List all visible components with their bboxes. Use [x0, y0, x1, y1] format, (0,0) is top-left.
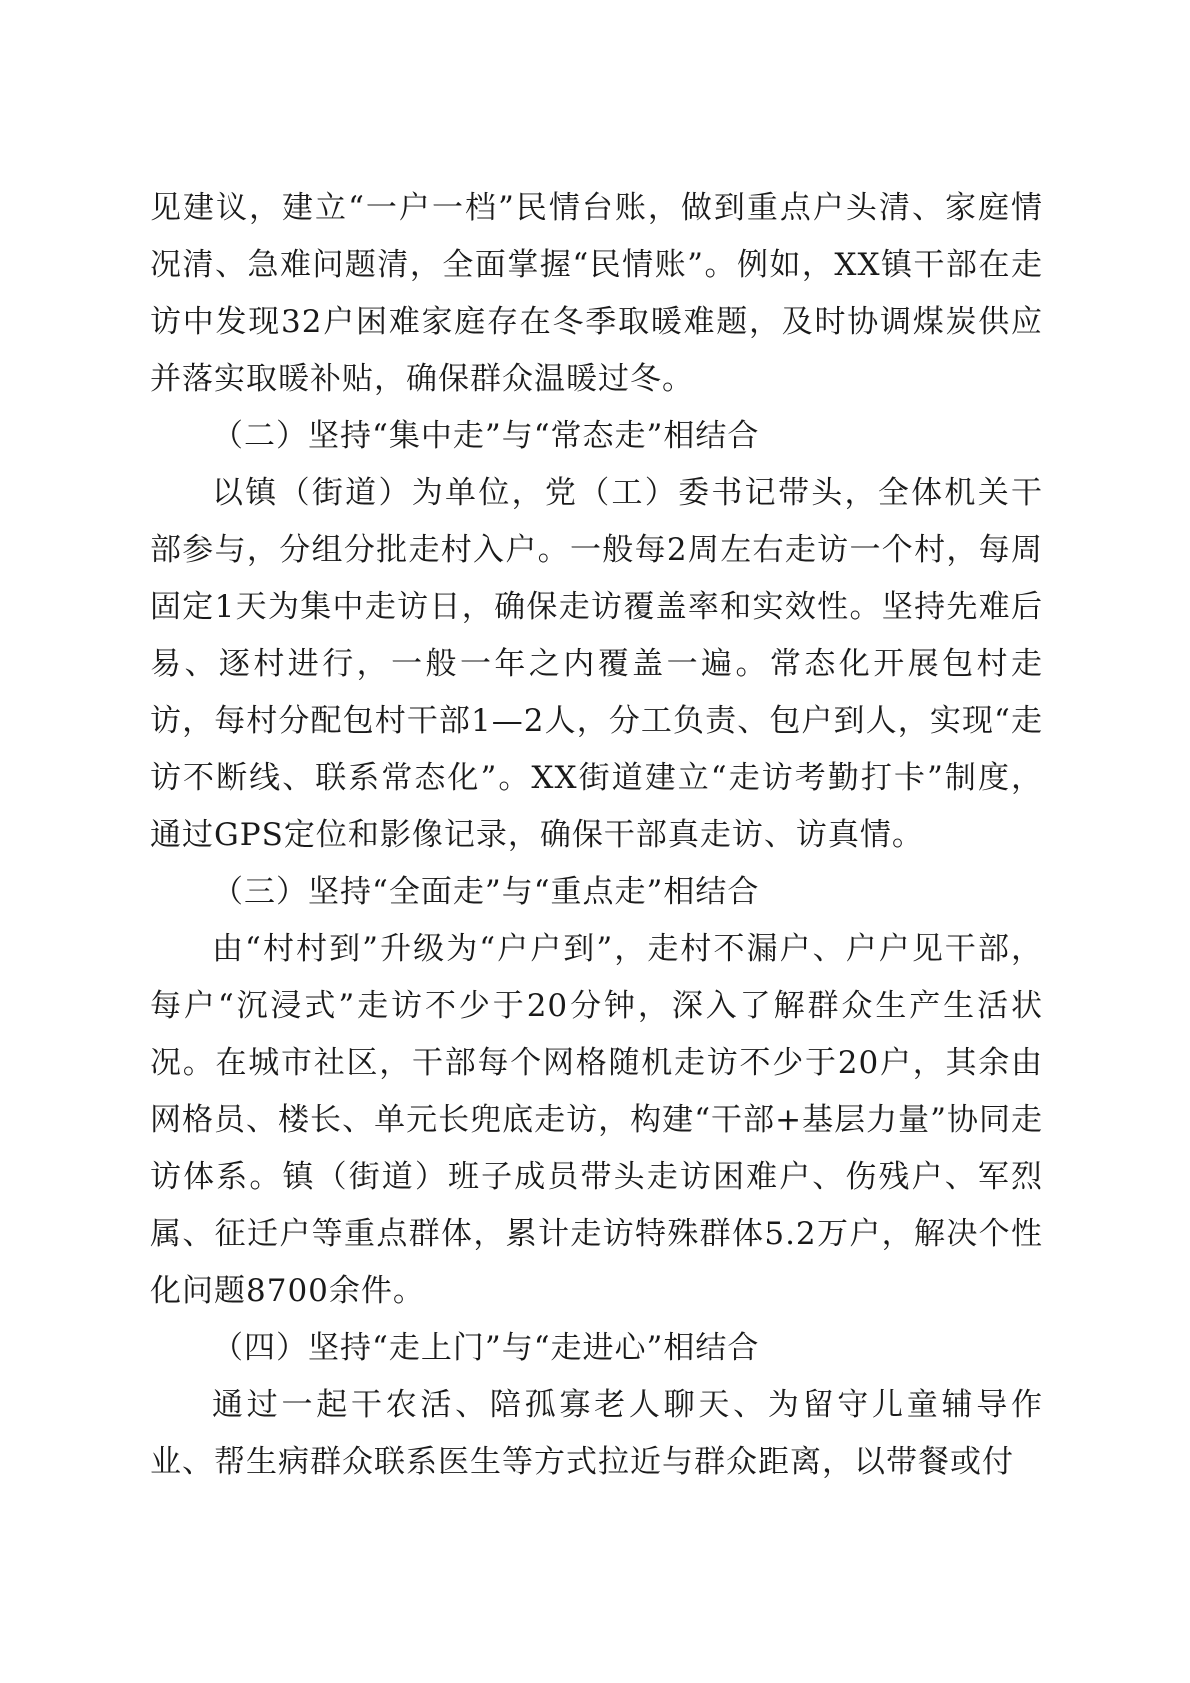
- section-heading-3: （三）坚持“全面走”与“重点走”相结合: [212, 874, 760, 910]
- paragraph-continuation: 见建议，建立“一户一档”民情台账，做到重点户头清、家庭情况清、急难问题清，全面掌握“民情账”。例如，XX镇干部在走访中发现32户困难家庭存在冬季取暖难题，及时协调煤炭供应并落实取暖补贴，确保群众温暖过冬。: [150, 190, 1043, 397]
- section-heading-2: （二）坚持“集中走”与“常态走”相结合: [212, 418, 760, 454]
- paragraph-section-2: 以镇（街道）为单位，党（工）委书记带头，全体机关干部参与，分组分批走村入户。一般每2周左右走访一个村，每周固定1天为集中走访日，确保走访覆盖率和实效性。坚持先难后易、逐村进行，一般一年之内覆盖一遍。常态化开展包村走访，每村分配包村干部1—2人，分工负责、包户到人，实现“走访不断线、联系常态化”。XX街道建立“走访考勤打卡”制度，通过GPS定位和影像记录，确保干部真走访、访真情。: [150, 475, 1043, 853]
- paragraph-section-3: 由“村村到”升级为“户户到”，走村不漏户、户户见干部，每户“沉浸式”走访不少于20分钟，深入了解群众生产生活状况。在城市社区，干部每个网格随机走访不少于20户，其余由网格员、楼长、单元长兜底走访，构建“干部+基层力量”协同走访体系。镇（街道）班子成员带头走访困难户、伤残户、军烈属、征迁户等重点群体，累计走访特殊群体5.2万户，解决个性化问题8700余件。: [150, 931, 1043, 1309]
- document-body: [150, 180, 1043, 1491]
- section-heading-4: （四）坚持“走上门”与“走进心”相结合: [212, 1330, 760, 1366]
- paragraph-section-4: 通过一起干农活、陪孤寡老人聊天、为留守儿童辅导作业、帮生病群众联系医生等方式拉近与群众距离，以带餐或付: [150, 1387, 1043, 1480]
